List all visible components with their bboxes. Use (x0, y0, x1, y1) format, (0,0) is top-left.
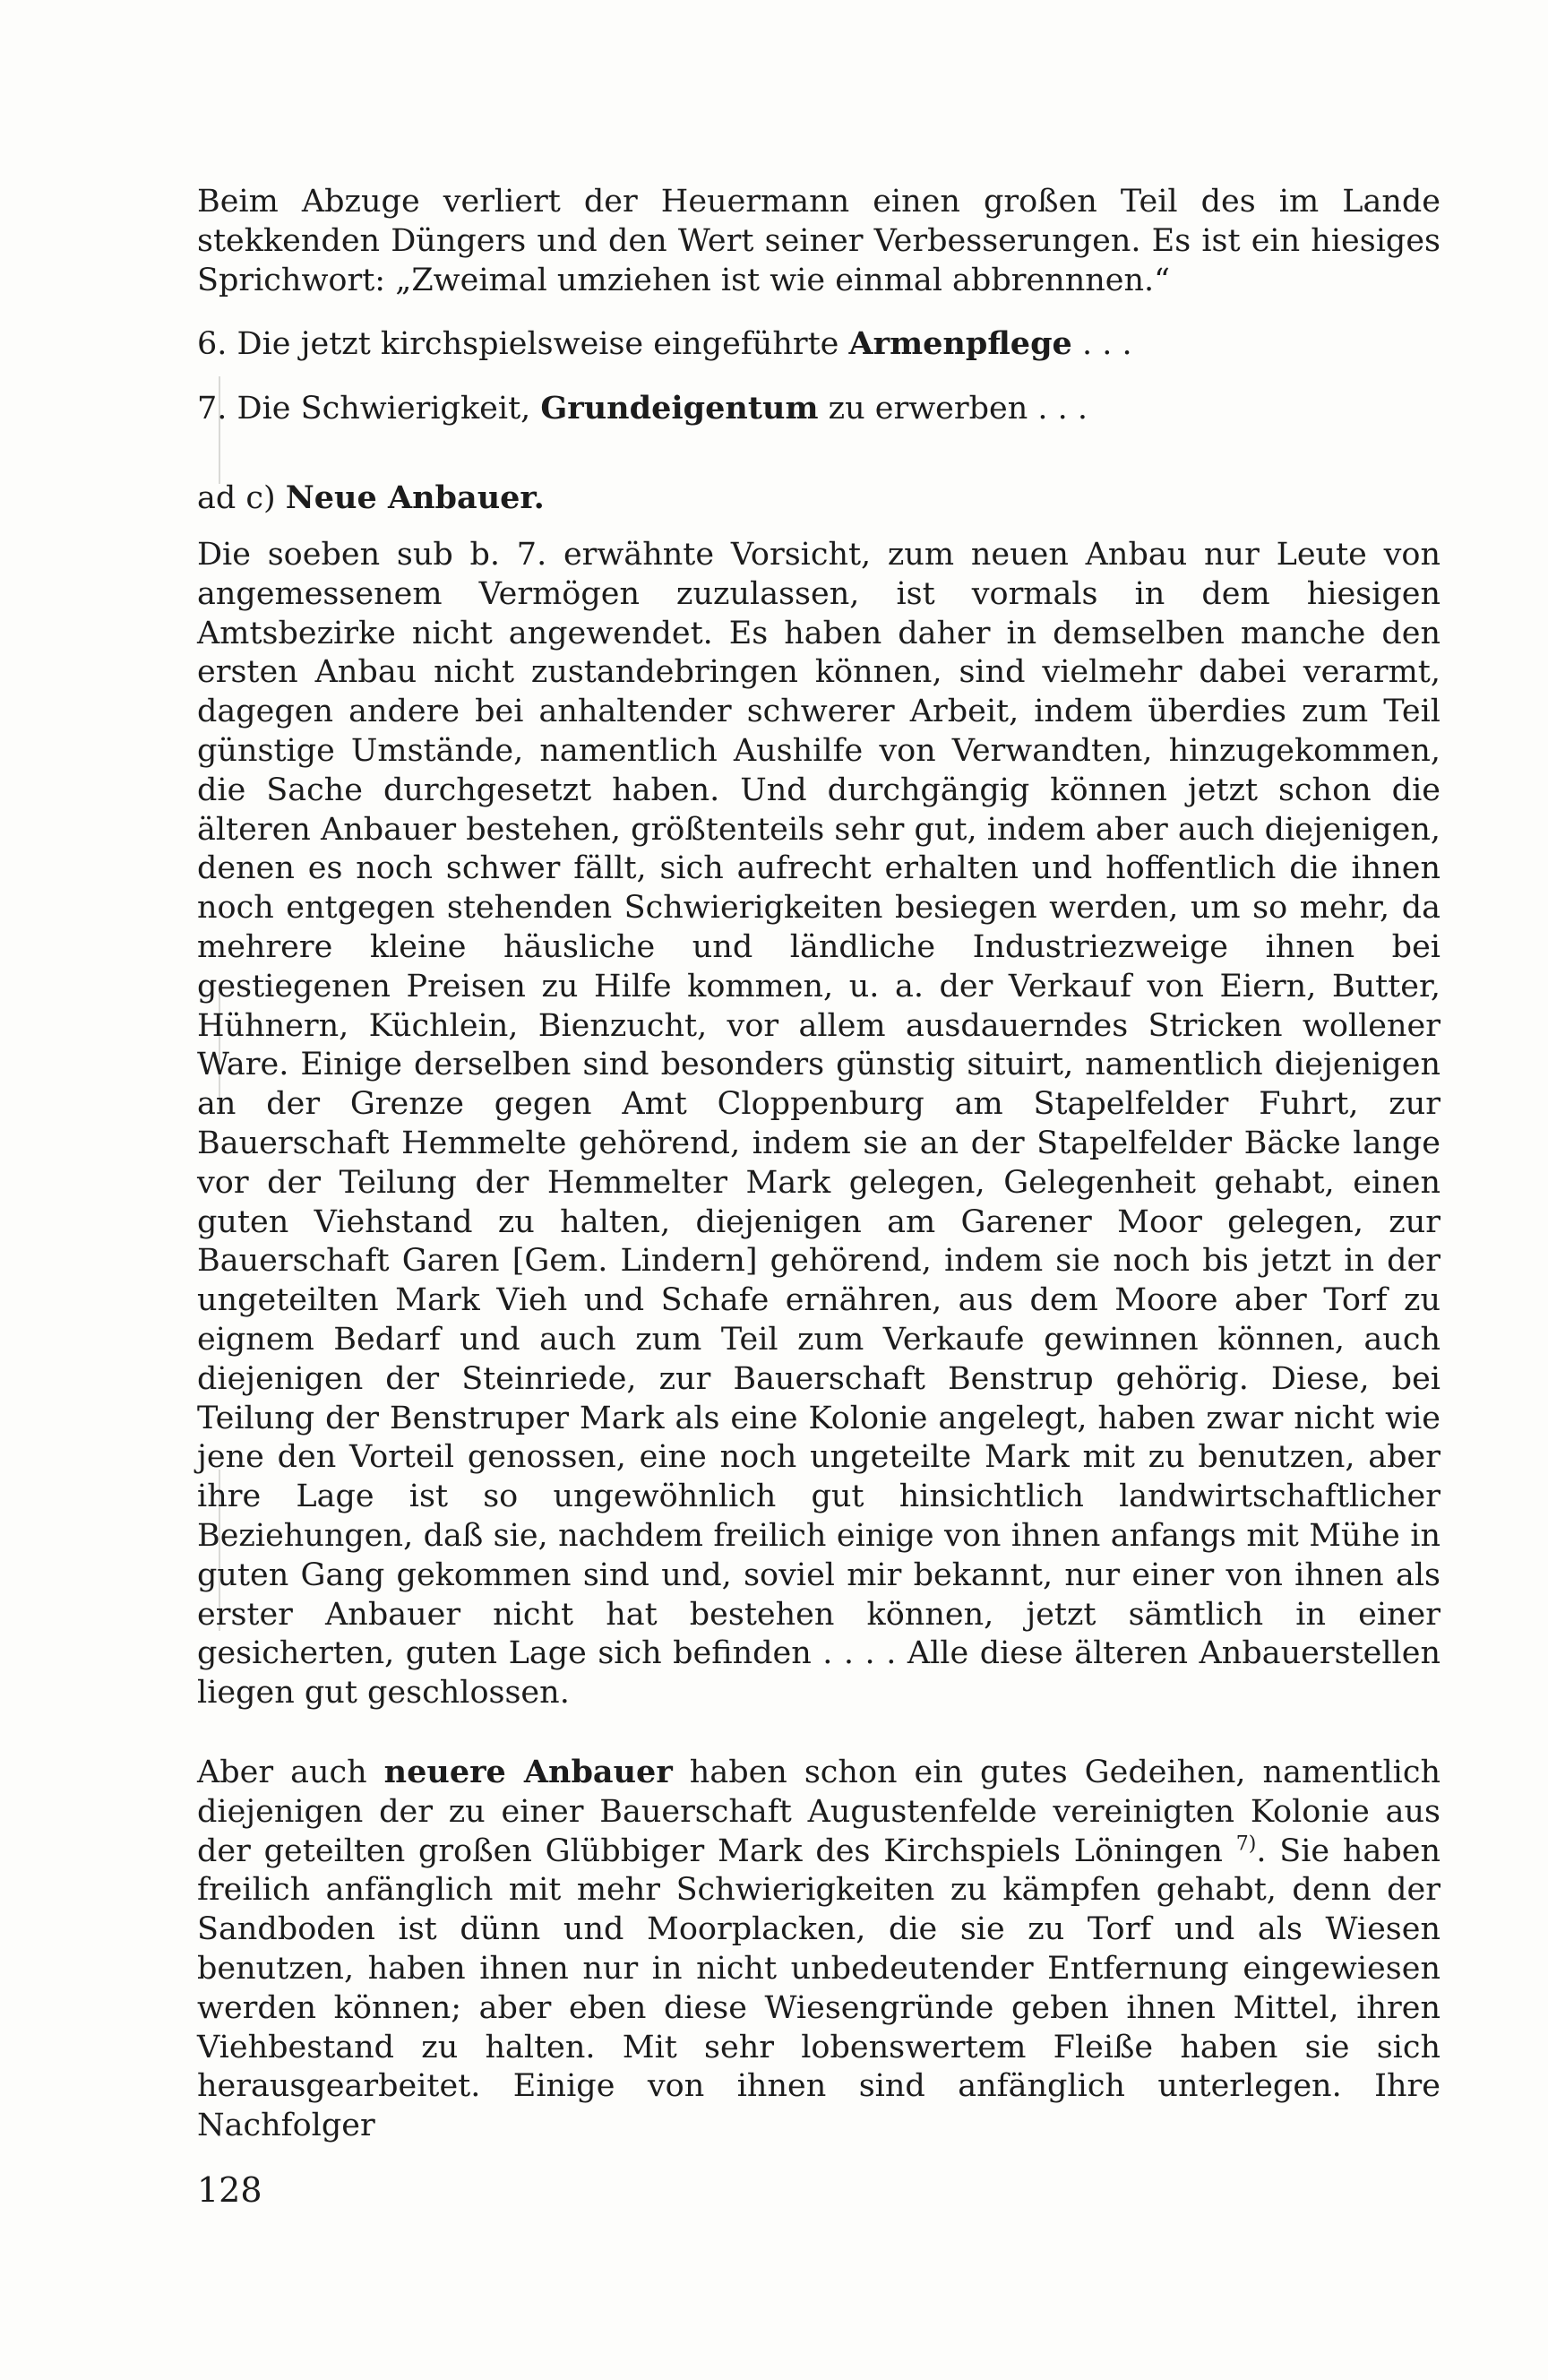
ellipsis: . . . (1081, 326, 1132, 362)
list-item-text: Die Schwierigkeit, (236, 391, 531, 427)
list-item-text-tail: zu erwerben . . . (828, 391, 1088, 427)
list-item-7 (197, 389, 1440, 429)
list-item-6 (197, 324, 1440, 365)
list-item-bold-term: Grundeigentum (540, 390, 819, 427)
bold-term: neuere Anbauer (383, 1754, 673, 1790)
footnote-marker[interactable]: 7) (1235, 1832, 1257, 1855)
page-number: 128 (197, 2170, 262, 2210)
section-heading-title: Neue Anbauer. (285, 479, 545, 516)
paragraph-neuere-anbauer (197, 1753, 1440, 2146)
paragraph-neue-anbauer: Die soeben sub b. 7. erwähnte Vorsicht, zum neuen Anbau nur Leute von angemessenem Vermögen zuzulassen, ist vormals in dem hiesigen Amtsbezirke nicht angewendet. Es haben daher in demselben manche den ersten Anbau nicht zustandebringen können, sind vielmehr dabei verarmt, dagegen andere bei anhaltender schwerer Arbeit, indem überdies zum Teil günstige Umstände, namentlich Aushilfe von Verwandten, hinzugekommen, die Sache durchgesetzt haben. Und durchgängig können jetzt schon die älteren Anbauer bestehen, größtenteils sehr gut, indem aber auch diejenigen, denen es noch schwer fällt, sich aufrecht erhalten und hoffentlich die ihnen noch entgegen stehenden Schwierigkeiten besiegen werden, um so mehr, da mehrere kleine häusliche und ländliche Industriezweige ihnen bei gestiegenen Preisen zu Hilfe kommen, u. a. der Verkauf von Eiern, Butter, Hühnern, Küchlein, Bienzucht, vor allem ausdauerndes Stricken wollener Ware. Einige derselben sind besonders günstig situirt, namentlich diejenigen an der Grenze gegen Amt Cloppenburg am Stapelfelder Fuhrt, zur Bauerschaft Hemmelte gehörend, indem sie an der Stapelfelder Bäcke lange vor der Teilung der Hemmelter Mark gelegen, Gelegenheit gehabt, einen guten Viehstand zu halten, diejenigen am Garener Moor gelegen, zur Bauerschaft Garen [Gem. Lindern] gehörend, indem sie noch bis jetzt in der ungeteilten Mark Vieh und Schafe ernähren, aus dem Moore aber Torf zu eignem Bedarf und auch zum Teil zum Verkaufe gewinnen können, auch diejenigen der Steinriede, zur Bauerschaft Benstrup gehörig. Diese, bei Teilung der Benstruper Mark als eine Kolonie angelegt, haben zwar nicht wie jene den Vorteil genossen, eine noch ungeteilte Mark mit zu benutzen, aber ihre Lage ist so ungewöhnlich gut hinsichtlich landwirtschaftlicher Beziehungen, daß sie, nachdem freilich einige von ihnen anfangs mit Mühe in guten Gang gekommen sind und, soviel mir bekannt, nur einer von ihnen als erster Anbauer nicht hat bestehen können, jetzt sämtlich in einer gesicherten, guten Lage sich befinden . . . . Alle diese älteren Anbauerstellen liegen gut geschlossen. (197, 537, 1440, 1712)
list-item-text: Die jetzt kirchspielsweise eingeführte (236, 326, 839, 362)
section-heading (197, 479, 1440, 519)
paragraph-text: . Sie haben freilich anfänglich mit mehr Schwierigkeiten zu kämpfen gehabt, denn der Sandboden ist dünn und Moorplacken, die sie zu Torf und als Wiesen benutzen, haben ihnen nur in nicht unbedeutender Entfernung eingewiesen werden können; aber eben diese Wiesengründe geben ihnen Mittel, ihren Viehbestand zu halten. Mit sehr lobenswertem Fleiße haben sie sich herausgearbeitet. Einige von ihnen sind anfänglich unterlegen. Ihre Nachfolger (197, 1832, 1440, 2144)
paragraph-text: haben schon ein gutes Gedeihen, namentlich diejenigen der zu einer Bauerschaft Augustenfelde vereinigten Kolonie aus der geteilten großen Glübbiger Mark des Kirchspiels Löningen (197, 1755, 1440, 1869)
list-item-number: 6. (197, 326, 228, 362)
section-heading-prefix: ad c) (197, 480, 276, 516)
list-item-number: 7. (197, 391, 228, 427)
paragraph-heuermann: Beim Abzuge verliert der Heuermann einen großen Teil des im Lande stekkenden Düngers und den Wert seiner Verbesserungen. Es ist ein hiesiges Sprichwort: „Zweimal umziehen ist wie einmal abbrennnen.“ (197, 184, 1440, 298)
paragraph-text: Aber auch (197, 1755, 367, 1790)
list-item-bold-term: Armenpflege (848, 325, 1072, 362)
